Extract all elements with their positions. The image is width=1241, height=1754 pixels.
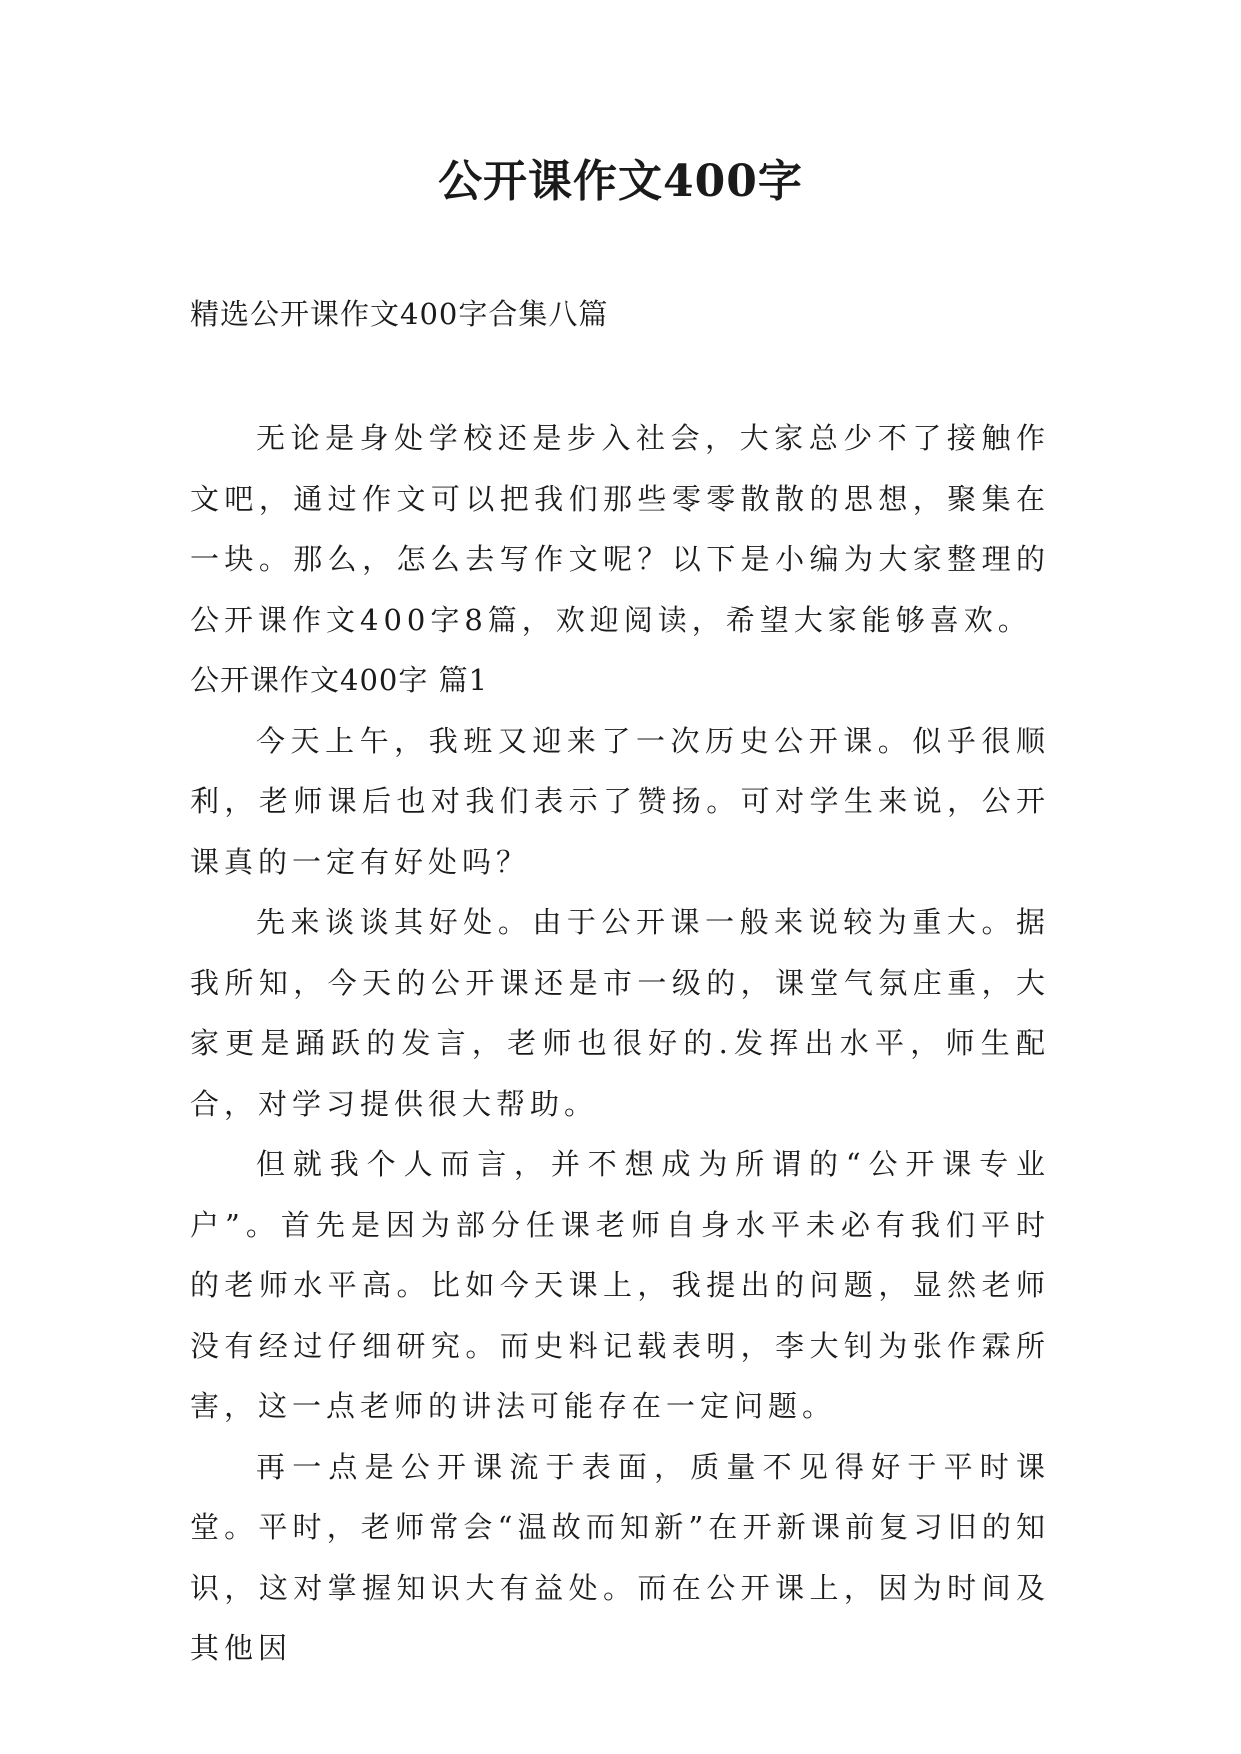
- body-paragraph: 今天上午，我班又迎来了一次历史公开课。似乎很顺利，老师课后也对我们表示了赞扬。可对学生来说，公开课真的一定有好处吗？: [190, 723, 1050, 879]
- document-body: [190, 408, 1050, 1679]
- section-heading: 公开课作文400字 篇1: [190, 663, 489, 697]
- document-subtitle: 精选公开课作文400字合集八篇: [190, 297, 609, 331]
- body-paragraph: 先来谈谈其好处。由于公开课一般来说较为重大。据我所知，今天的公开课还是市一级的，课堂气氛庄重，大家更是踊跃的发言，老师也很好的.发挥出水平，师生配合，对学习提供很大帮助。: [190, 905, 1050, 1121]
- intro-paragraph: 无论是身处学校还是步入社会，大家总少不了接触作文吧，通过作文可以把我们那些零零散散的思想，聚集在一块。那么，怎么去写作文呢？以下是小编为大家整理的公开课作文400字8篇，欢迎阅读，希望大家能够喜欢。: [190, 421, 1050, 637]
- document-title: 公开课作文400字: [438, 156, 803, 207]
- body-paragraph: 再一点是公开课流于表面，质量不见得好于平时课堂。平时，老师常会“温故而知新”在开新课前复习旧的知识，这对掌握知识大有益处。而在公开课上，因为时间及其他因: [190, 1449, 1050, 1665]
- body-paragraph: 但就我个人而言，并不想成为所谓的“公开课专业户”。首先是因为部分任课老师自身水平未必有我们平时的老师水平高。比如今天课上，我提出的问题，显然老师没有经过仔细研究。而史料记载表明，李大钊为张作霖所害，这一点老师的讲法可能存在一定问题。: [190, 1147, 1050, 1423]
